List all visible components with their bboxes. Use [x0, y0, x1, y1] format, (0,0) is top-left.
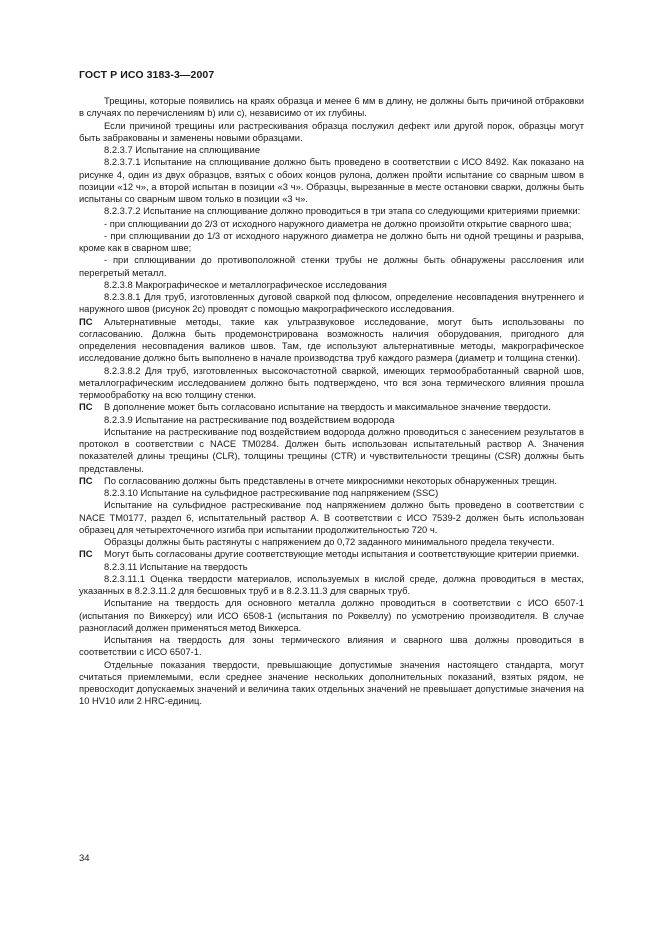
paragraph: 8.2.3.7.2 Испытание на сплющивание должно проводиться в три этапа со следующими критериями приемки: [104, 205, 581, 217]
ps-paragraph [79, 475, 584, 487]
paragraph: Испытания на твердость для зоны термического влияния и сварного шва должны проводиться в соответствии с ИСО 6507-1. [79, 634, 584, 658]
ps-tag: ПС [79, 474, 93, 486]
ps-paragraph [79, 316, 584, 365]
paragraph: Если причиной трещины или растрескивания образца послужил дефект или другой порок, образцы могут быть забракованы и заменены новыми образцами. [79, 119, 584, 143]
ps-paragraph [79, 548, 584, 560]
paragraph: Испытание на растрескивание под воздействием водорода должно проводиться с занесением результатов в протокол в соответствии с NACE TM0284. Должен быть использован испытательный раствор A. Значения показателей длины трещины (CLR), толщины трещины (CTR) и чувствительности трещины (CSR) должны быть представлены. [79, 425, 584, 474]
ps-paragraph [79, 401, 584, 413]
section-heading: 8.2.3.10 Испытание на сульфидное растрескивание под напряжением (SSC) [104, 487, 439, 498]
paragraph: Трещины, которые появились на краях образца и менее 6 мм в длину, не должны быть причиной отбраковки в случаях по перечислениям b) или c), независимо от их глубины. [79, 95, 584, 119]
list-item: - при сплющивании до противоположной стенки трубы не должны быть обнаружены расслоения или перегретый металл. [79, 254, 584, 278]
section-heading: 8.2.3.9 Испытание на растрескивание под воздействием водорода [104, 413, 395, 425]
ps-text: Альтернативные методы, такие как ультразвуковое исследование, могут быть использованы по согласованию. Должна быть продемонстрирована возможность наличия оборудования, пригодного для определения несовпадения валиков швов. Там, где используют альтернативные методы, макрографическое исследование должно быть выполнено в начале производства труб каждого размера (диаметр и толщина стенки). [79, 315, 584, 364]
paragraph: Испытание на твердость для основного металла должно проводиться в соответствии с ИСО 6507-1 (испытания по Виккерсу) или ИСО 6508-1 (испытания по Роквеллу) по усмотрению производителя. В случае разногласий должен применяться метод Виккерса. [79, 597, 584, 633]
section-heading: 8.2.3.7 Испытание на сплющивание [104, 144, 261, 155]
paragraph: Испытание на сульфидное растрескивание под напряжением должно быть проведено в соответствии с NACE TM0177, раздел 6, испытательный раствор A. В соответствии с ИСО 7539-2 должен быть использован образец для четырехточечного изгиба при испытании продолжительностью 720 ч. [79, 499, 584, 535]
page-body [79, 95, 584, 708]
document-header: ГОСТ Р ИСО 3183-3—2007 [79, 69, 215, 81]
ps-text: В дополнение может быть согласовано испытание на твердость и максимальное значение твердости. [104, 401, 551, 413]
section-heading: 8.2.3.11 Испытание на твердость [104, 560, 248, 572]
paragraph: 8.2.3.11.1 Оценка твердости материалов, используемых в кислой среде, должна проводиться в местах, указанных в 8.2.3.11.2 для бесшовных труб и в 8.2.3.11.3 для сварных труб. [79, 572, 584, 596]
paragraph: Отдельные показания твердости, превышающие допустимые значения настоящего стандарта, могут считаться приемлемыми, если среднее значение нескольких дополнительных показаний, взятых рядом, не превосходит допускаемых значений и величина таких отдельных значений не превышает допустимые значения на 10 HV10 или 2 HRC-единиц. [79, 658, 584, 707]
list-item: - при сплющивании до 2/3 от исходного наружного диаметра не должно произойти открытие сварного шва; [104, 217, 572, 229]
page-number: 34 [79, 853, 90, 864]
list-item: - при сплющивании до 1/3 от исходного наружного диаметра не должно быть ни одной трещины и разрыва, кроме как в сварном шве; [79, 229, 584, 253]
paragraph: Образцы должны быть растянуты с напряжением до 0,72 заданного минимального предела текучести. [104, 536, 555, 547]
ps-text: Могут быть согласованы другие соответствующие методы испытания и соответствующие критерии приемки. [104, 548, 580, 560]
ps-tag: ПС [79, 548, 93, 560]
paragraph: 8.2.3.8.1 Для труб, изготовленных дуговой сваркой под флюсом, определение несовпадения внутреннего и наружного швов (рисунок 2c) проводят с помощью макрографического исследования. [79, 291, 584, 315]
ps-tag: ПС [79, 315, 93, 327]
ps-tag: ПС [79, 401, 93, 413]
ps-text: По согласованию должны быть представлены в отчете микроснимки некоторых обнаруженных трещин. [104, 474, 557, 486]
section-heading: 8.2.3.8 Макрографическое и металлографическое исследования [104, 278, 387, 290]
paragraph: 8.2.3.7.1 Испытание на сплющивание должно быть проведено в соответствии с ИСО 8492. Как показано на рисунке 4, один из двух образцов, взятых с обоих концов рулона, должен пройти испытание со сварным швом в позиции «12 ч», а второй испытан в позиции «3 ч». Образцы, вырезанные в месте остановки сварки, должны быть испытаны со сварным швом только в позиции «3 ч». [79, 156, 584, 204]
paragraph: 8.2.3.8.2 Для труб, изготовленных высокочастотной сваркой, имеющих термообработанный сварной шов, металлографическим исследованием должно быть подтверждено, что вся зона термического влияния прошла термообработку на всю толщину стенки. [79, 364, 584, 400]
